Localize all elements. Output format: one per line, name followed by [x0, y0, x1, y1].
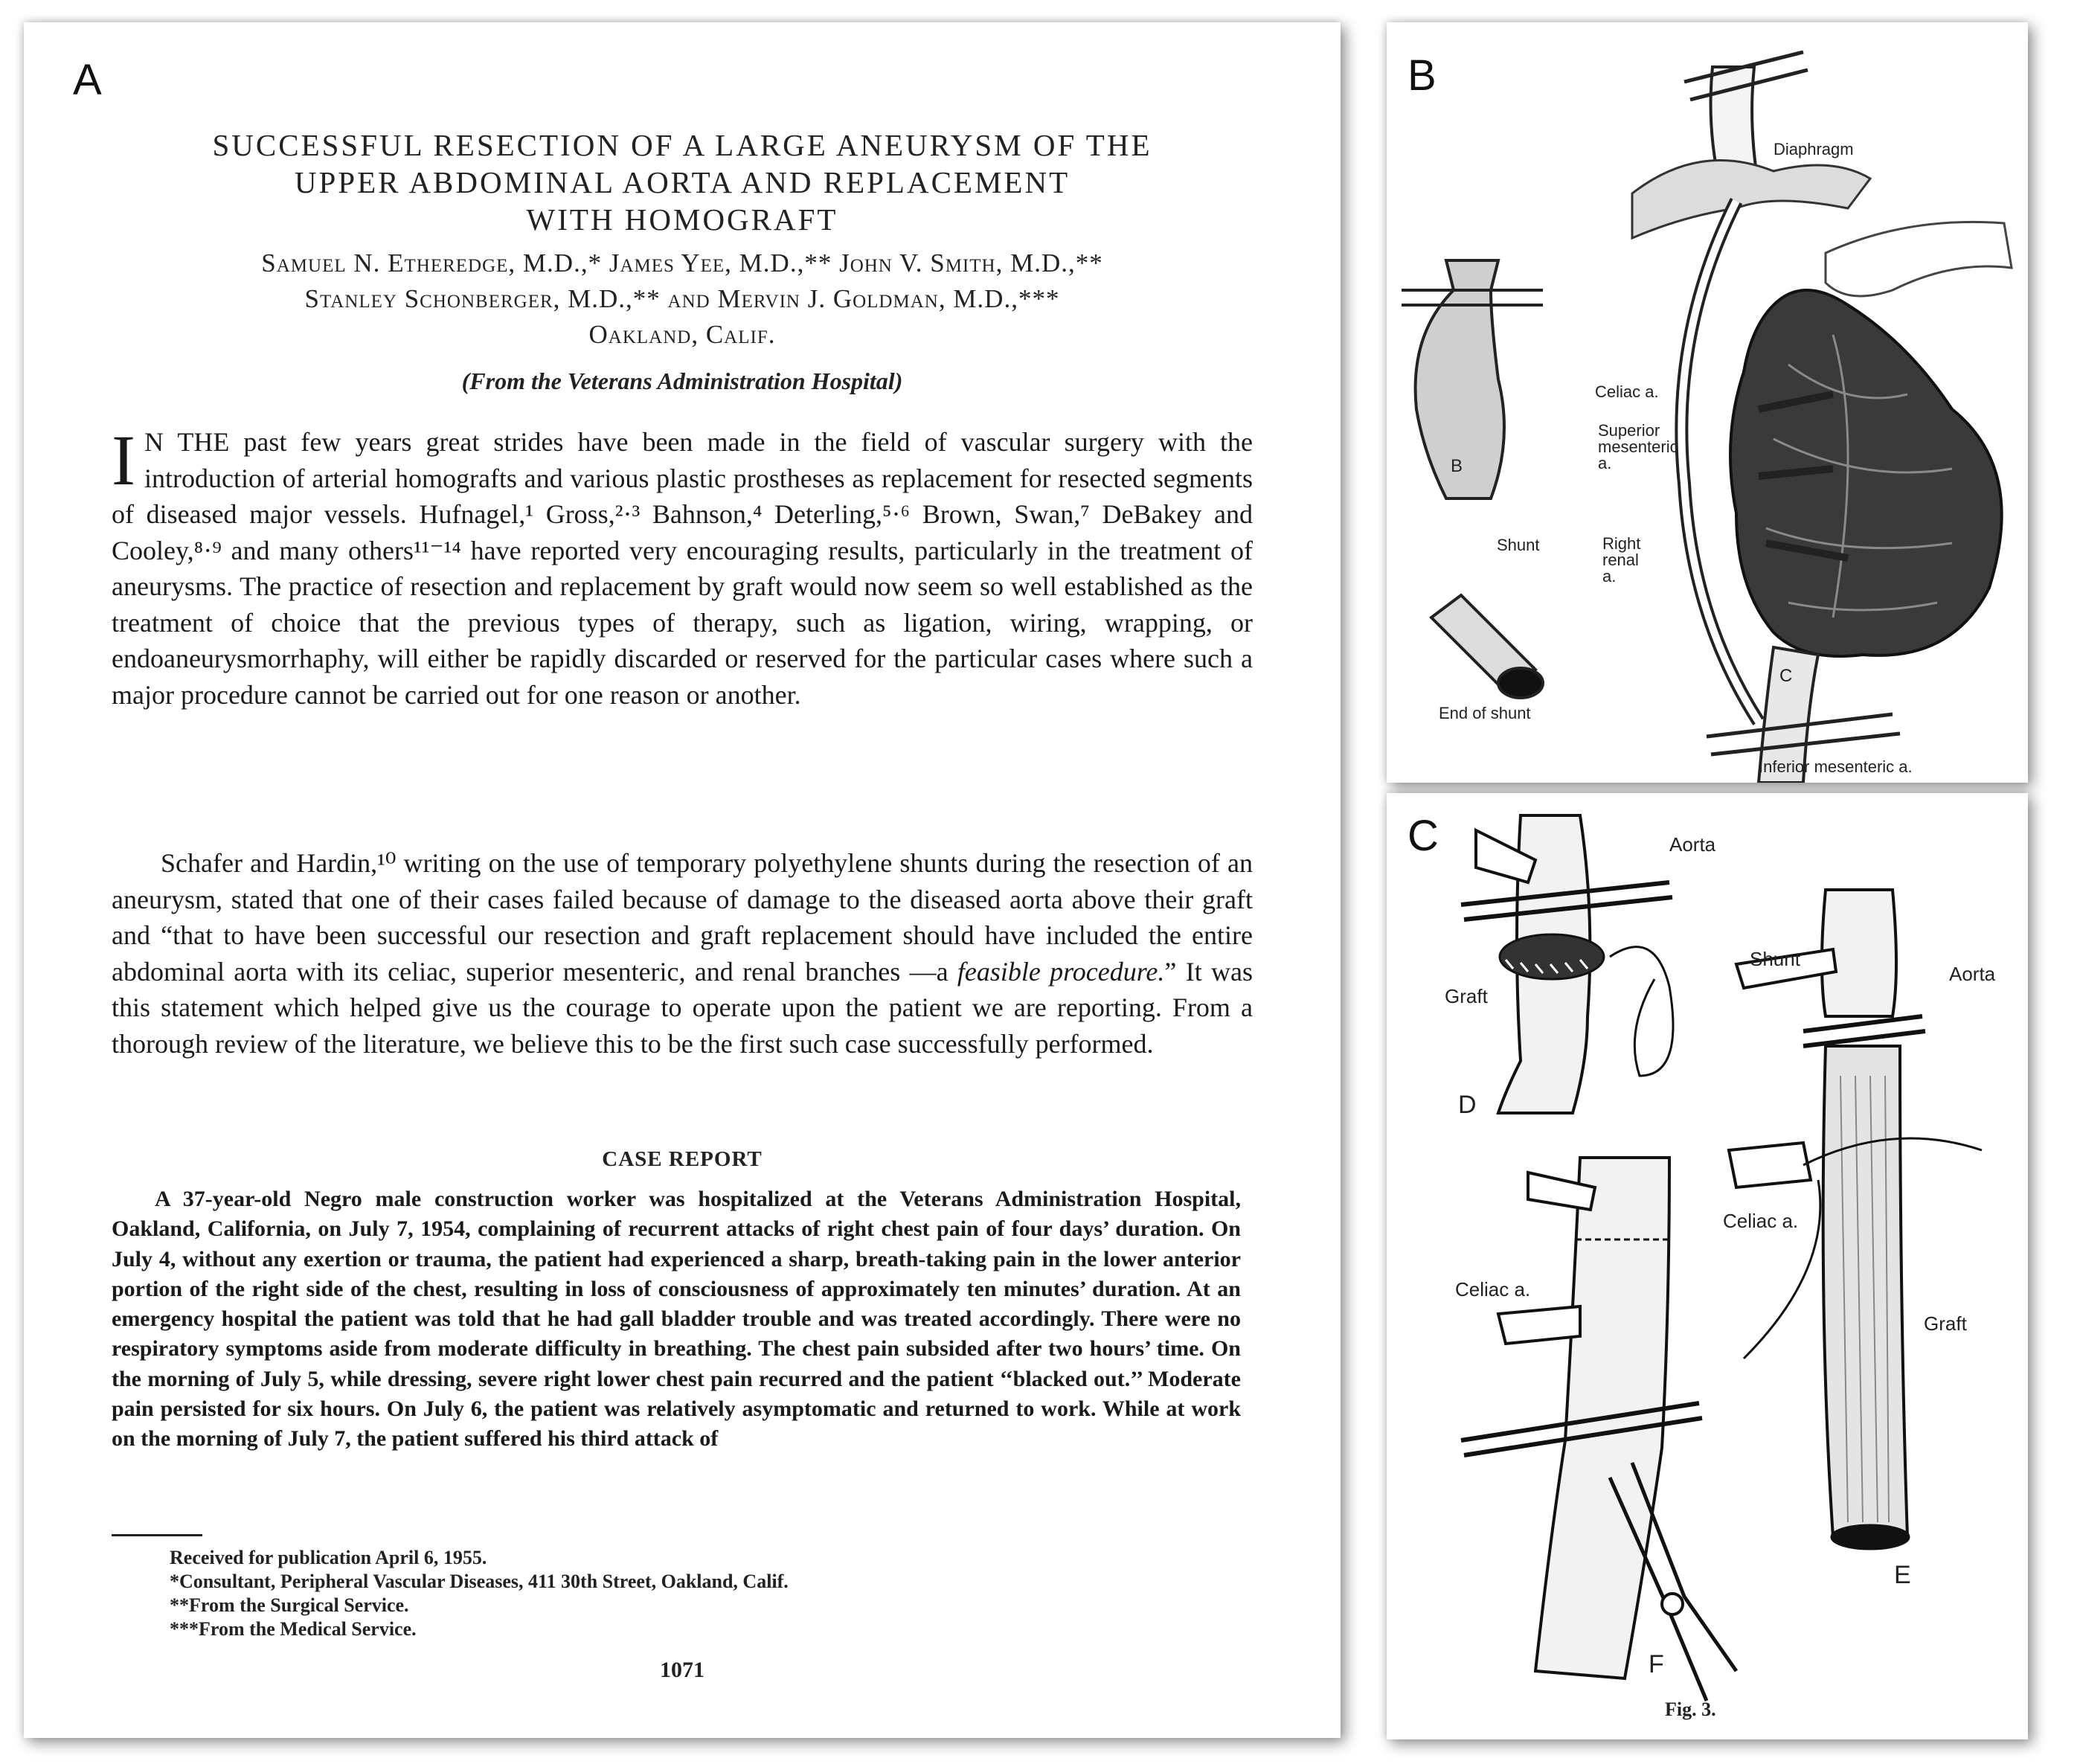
- intro-paragraph-2-part-a: Schafer and Hardin,¹⁰ writing on the use of temporary polyethylene shunts during the resection of an aneurysm, stated that one of their cases failed because of damage to the diseased aorta above their graft and “that to have been successful our resection and graft replacement should have included the entire abdominal aorta with its celiac, superior mesenteric, and renal branches —a: [112, 848, 1253, 987]
- footnote-divider: [112, 1534, 202, 1536]
- drop-cap: I: [112, 420, 135, 500]
- aneurysm-illustration-panel: [1387, 22, 2028, 783]
- label-fig-c: C: [1779, 666, 1793, 686]
- label-graft-left: Graft: [1445, 985, 1488, 1007]
- intro-paragraph-2-italic: feasible procedure.: [957, 956, 1165, 987]
- footnote: *Consultant, Peripheral Vascular Diseases, 411 30th Street, Oakland, Calif.: [170, 1571, 789, 1592]
- article-title: [128, 126, 1236, 238]
- label-right-3: a.: [1602, 567, 1617, 586]
- author-line: Samuel N. Etheredge, M.D.,* James Yee, M.D.,** John V. Smith, M.D.,**: [261, 248, 1103, 278]
- footnotes: [170, 1546, 1211, 1641]
- label-superior-2: mesenteric: [1598, 437, 1678, 456]
- fig-f-scissors-pivot: [1662, 1594, 1683, 1614]
- case-report-paragraph: A 37-year-old Negro male construction worker was hospitalized at the Veterans Administration Hospital, Oakland, California, on July 7, 1954, complaining of recurrent attacks of right chest pain of four days’ duration. On July 4, without any exertion or trauma, the patient had experienced a sharp, breath-taking pain in the lower anterior portion of the right side of the chest, resulting in loss of consciousness of approximately ten minutes’ duration. At an emergency hospital the patient was told that he had gall bladder trouble and was treated accordingly. There were no respiratory symptoms aside from moderate difficulty in breathing. The chest pain subsided after two hours’ time. On the morning of July 5, while dressing, severe right lower chest pain recurred and the patient ‘‘blacked out.’’ Moderate pain persisted for six hours. On July 6, the patient was relatively asymptomatic and returned to work. While at work on the morning of July 7, the patient suffered his third attack of: [112, 1187, 1241, 1452]
- intro-paragraph-1-text: N THE past few years great strides have been made in the field of vascular surgery with the introduction of arterial homografts and various plastic prostheses as replacement for resected segments of diseased major vessels. Hufnagel,¹ Gross,²·³ Bahnson,⁴ Deterling,⁵·⁶ Brown, Swan,⁷ DeBakey and Cooley,⁸·⁹ and many others¹¹⁻¹⁴ have reported very encouraging results, particularly in the treatment of aneurysms. The practice of resection and replacement by graft would now seem so well established as the treatment of choice that the previous types of therapy, such as ligation, wiring, wrapping, or endoaneurysmorrhaphy, will either be rapidly discarded or reserved for the particular cases where such a major procedure cannot be carried out for one reason or another.: [112, 427, 1253, 710]
- footnote: Received for publication April 6, 1955.: [170, 1547, 487, 1568]
- author-list: [121, 246, 1244, 353]
- fig-f-celiac: [1498, 1306, 1580, 1344]
- label-sub-f: F: [1649, 1650, 1664, 1678]
- intro-paragraph-2-part-b: ” It was this statement which helped give us the courage to operate upon the patient we are reporting. From a thorough review of the literature, we believe this to be the first such case successfully performed.: [112, 956, 1253, 1059]
- footnote: ***From the Medical Service.: [170, 1618, 417, 1640]
- graft-procedure-panel: [1387, 793, 2028, 1739]
- footnote: **From the Surgical Service.: [170, 1594, 409, 1616]
- label-diaphragm: Diaphragm: [1774, 140, 1854, 158]
- label-sub-e: E: [1894, 1561, 1911, 1589]
- label-aorta-top: Aorta: [1669, 833, 1716, 856]
- label-right-1: Right: [1602, 534, 1641, 553]
- label-celiac: Celiac a.: [1595, 382, 1659, 401]
- article-page-panel: [24, 22, 1341, 1738]
- shunt-end-opening: [1498, 668, 1543, 698]
- case-report-heading: CASE REPORT: [602, 1147, 763, 1171]
- label-inset-b: B: [1451, 456, 1463, 476]
- label-inferior-mesenteric: Inferior mesenteric a.: [1759, 757, 1913, 776]
- label-superior-1: Superior: [1598, 421, 1660, 440]
- fig-e-clamp: [1803, 1016, 1925, 1046]
- fig-d-anastomosis: [1500, 934, 1604, 979]
- fig-e-celiac-branch: [1729, 1143, 1811, 1187]
- intro-paragraph-1: [112, 420, 1253, 713]
- author-line: Stanley Schonberger, M.D.,** and Mervin J. Goldman, M.D.,***: [304, 284, 1060, 313]
- graft-drawing: [1387, 793, 2028, 1739]
- fig-e-graft: [1823, 1046, 1907, 1537]
- label-graft-right: Graft: [1924, 1312, 1967, 1335]
- panel-label-c: C: [1407, 812, 1439, 860]
- label-celiac-right: Celiac a.: [1723, 1210, 1799, 1232]
- diaphragm: [1632, 160, 1870, 238]
- label-shunt: Shunt: [1497, 536, 1540, 554]
- fig-e-graft-end: [1832, 1525, 1909, 1549]
- label-right-2: renal: [1602, 551, 1639, 569]
- intro-paragraph-2: [112, 845, 1253, 1062]
- panel-label-b: B: [1407, 51, 1437, 100]
- label-celiac-left: Celiac a.: [1455, 1278, 1531, 1300]
- fig-caption: Fig. 3.: [1665, 1699, 1716, 1720]
- title-line: WITH HOMOGRAFT: [526, 202, 838, 237]
- label-sub-d: D: [1458, 1091, 1477, 1119]
- author-location: Oakland, Calif.: [588, 320, 776, 349]
- retracted-tissue: [1826, 222, 2012, 296]
- page-number: 1071: [660, 1658, 704, 1682]
- fig-d-needle-loop: [1610, 947, 1673, 1076]
- affiliation: (From the Veterans Administration Hospital): [461, 368, 903, 394]
- panel-label-a: A: [73, 56, 102, 104]
- label-superior-3: a.: [1598, 454, 1612, 472]
- label-shunt: Shunt: [1750, 948, 1800, 970]
- aneurysm-drawing: [1387, 22, 2028, 783]
- title-line: UPPER ABDOMINAL AORTA AND REPLACEMENT: [294, 165, 1071, 199]
- title-line: SUCCESSFUL RESECTION OF A LARGE ANEURYSM OF THE: [212, 128, 1152, 162]
- label-aorta-right: Aorta: [1949, 963, 1996, 985]
- label-end-of-shunt: End of shunt: [1439, 704, 1531, 722]
